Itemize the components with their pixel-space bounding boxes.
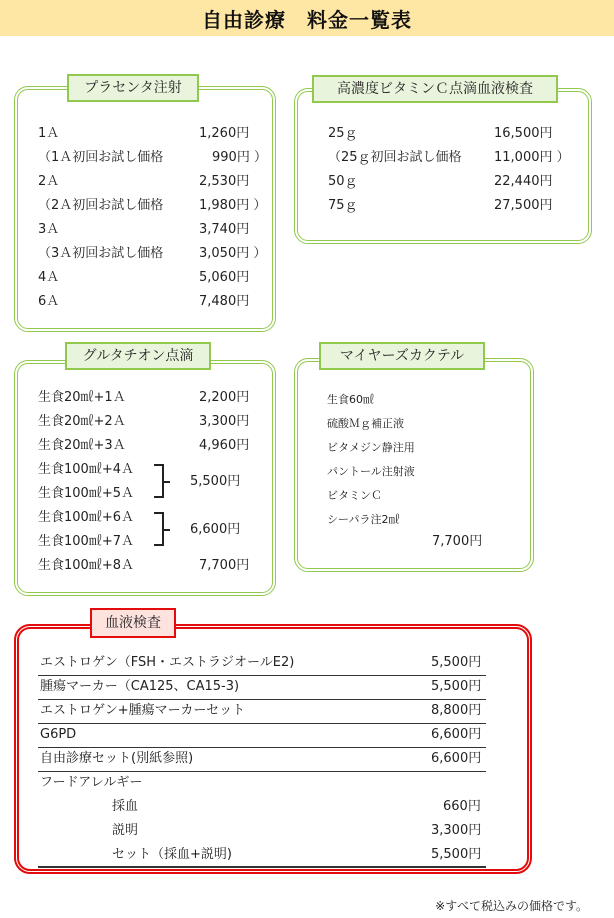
list-item-price: 4,960円	[199, 438, 250, 453]
table-row-label: 自由診療セット(別紙参照)	[40, 751, 194, 766]
list-item-label: 50ｇ	[328, 174, 358, 189]
list-item-price: 2,200円	[199, 390, 250, 405]
list-item-label: （1Ａ初回お試し価格	[38, 150, 164, 165]
blood-test-heading: 血液検査	[90, 608, 176, 638]
list-item-label: 1Ａ	[38, 126, 60, 141]
list-item-label: 生食20㎖+2Ａ	[38, 414, 126, 429]
list-item-price: 7,480円	[199, 294, 250, 309]
table-row-price: 6,600円	[431, 727, 482, 742]
list-item-label: 3Ａ	[38, 222, 60, 237]
row-divider	[38, 723, 486, 724]
table-row-price: 5,500円	[431, 847, 482, 862]
row-divider	[38, 675, 486, 676]
list-item: 硫酸Ｍｇ補正液	[327, 417, 404, 430]
myers-heading: マイヤーズカクテル	[319, 342, 485, 370]
placenta-heading: プラセンタ注射	[67, 74, 199, 102]
list-item: パントール注射液	[327, 465, 415, 478]
list-item-price: 27,500円	[494, 198, 553, 213]
list-item-price: 1,980円 ）	[199, 198, 267, 213]
list-item-price: 5,060円	[199, 270, 250, 285]
list-item-label: 生食100㎖+8Ａ	[38, 558, 134, 573]
list-item-label: 4Ａ	[38, 270, 60, 285]
table-row-label: エストロゲン（FSH・エストラジオールE2)	[40, 655, 295, 670]
table-row-label: G6PD	[40, 727, 77, 742]
list-item-label: （2Ａ初回お試し価格	[38, 198, 164, 213]
list-item-label: （25ｇ初回お試し価格	[328, 150, 462, 165]
table-row-label: セット（採血+説明)	[112, 847, 232, 862]
row-divider	[38, 699, 486, 700]
glutathione-heading: グルタチオン点滴	[65, 342, 211, 370]
list-item-price: 7,700円	[199, 558, 250, 573]
list-item-label: 75ｇ	[328, 198, 358, 213]
list-item-label: 生食100㎖+4Ａ	[38, 462, 134, 477]
table-row-price: 660円	[443, 799, 481, 814]
list-item-price: 3,050円 ）	[199, 246, 267, 261]
vitamin-c-heading: 高濃度ビタミンＣ点滴血液検査	[312, 75, 558, 103]
group-price: 5,500円	[190, 474, 241, 489]
table-row-label: 腫瘍マーカー（CA125、CA15-3)	[40, 679, 240, 694]
table-row-price: 8,800円	[431, 703, 482, 718]
group-bracket	[154, 464, 164, 498]
list-item: ビタメジン静注用	[327, 441, 415, 454]
table-row-price: 5,500円	[431, 655, 482, 670]
list-item-price: 3,300円	[199, 414, 250, 429]
list-item: ビタミンＣ	[327, 489, 382, 502]
list-item-price: 1,260円	[199, 126, 250, 141]
table-row-price: 5,500円	[431, 679, 482, 694]
food-allergy-label: フードアレルギー	[40, 775, 143, 790]
myers-price: 7,700円	[432, 534, 483, 549]
table-row-label: 採血	[112, 799, 139, 814]
table-bottom-line	[38, 866, 486, 868]
list-item-label: 2Ａ	[38, 174, 60, 189]
list-item-label: 6Ａ	[38, 294, 60, 309]
list-item-price: 16,500円	[494, 126, 553, 141]
page-title: 自由診療 料金一覧表	[202, 7, 412, 32]
row-divider	[38, 747, 486, 748]
list-item-price: 3,740円	[199, 222, 250, 237]
table-row-price: 3,300円	[431, 823, 482, 838]
list-item-label: 生食100㎖+7Ａ	[38, 534, 134, 549]
list-item-price: 22,440円	[494, 174, 553, 189]
list-item-label: 生食20㎖+1Ａ	[38, 390, 126, 405]
vitamin-c-box	[294, 88, 592, 244]
list-item-price: 2,530円	[199, 174, 250, 189]
group-bracket	[154, 512, 164, 546]
table-row-label: エストロゲン+腫瘍マーカーセット	[40, 703, 246, 718]
list-item: 生食60㎖	[327, 393, 374, 406]
list-item-price: 11,000円 ）	[494, 150, 570, 165]
table-row-price: 6,600円	[431, 751, 482, 766]
table-row-label: 説明	[112, 823, 139, 838]
list-item-label: 生食100㎖+6Ａ	[38, 510, 134, 525]
group-price: 6,600円	[190, 522, 241, 537]
list-item-label: 生食20㎖+3Ａ	[38, 438, 126, 453]
list-item-label: 生食100㎖+5Ａ	[38, 486, 134, 501]
list-item: シーパラ注2㎖	[327, 513, 400, 526]
tax-note: ※すべて税込みの価格です。	[435, 899, 588, 913]
list-item-price: 990円 ）	[212, 150, 267, 165]
list-item-label: 25ｇ	[328, 126, 358, 141]
row-divider	[38, 771, 486, 772]
list-item-label: （3Ａ初回お試し価格	[38, 246, 164, 261]
title-bar	[0, 0, 614, 36]
